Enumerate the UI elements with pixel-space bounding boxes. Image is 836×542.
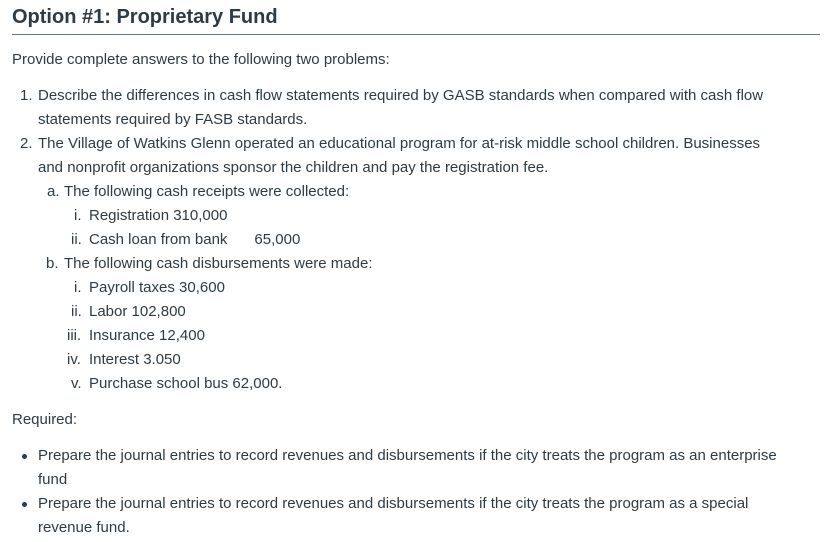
page-title: Option #1: Proprietary Fund: [12, 6, 278, 28]
required-text-line: Prepare the journal entries to record revenues and disbursements if the city treats the program as an enterprise: [38, 447, 777, 464]
intro-text: Provide complete answers to the following two problems:: [12, 51, 390, 68]
problem-marker: 1.: [20, 87, 33, 104]
list-item-marker: iv.: [67, 351, 81, 368]
list-item-marker: ii.: [71, 303, 82, 320]
bullet-icon: [22, 454, 27, 459]
list-item-marker: i.: [74, 207, 82, 224]
required-text-line: Prepare the journal entries to record revenues and disbursements if the city treats the program as a special: [38, 495, 749, 512]
list-item: Insurance 12,400: [89, 327, 205, 344]
list-item-marker: v.: [71, 375, 82, 392]
list-item-marker: i.: [74, 279, 82, 296]
problem-text-line: The Village of Watkins Glenn operated an educational program for at-risk middle school children. Businesses: [38, 135, 761, 152]
list-item: [89, 230, 300, 250]
list-item: Interest 3.050: [89, 351, 181, 368]
list-item: Purchase school bus 62,000.: [89, 375, 283, 392]
required-label: Required:: [12, 411, 78, 428]
subitem-text: The following cash receipts were collected:: [64, 183, 350, 200]
list-item-amount: 65,000: [254, 231, 301, 248]
list-item-marker: iii.: [67, 327, 82, 344]
subitem-text: The following cash disbursements were made:: [64, 255, 373, 272]
subitem-marker: a.: [47, 183, 60, 200]
subitem-marker: b.: [46, 255, 59, 272]
list-item: Registration 310,000: [89, 207, 228, 224]
required-text-line: fund: [38, 471, 68, 488]
required-text-line: revenue fund.: [38, 519, 130, 536]
problem-text-line: and nonprofit organizations sponsor the children and pay the registration fee.: [38, 159, 549, 176]
problem-text-line: statements required by FASB standards.: [38, 111, 308, 128]
list-item-marker: ii.: [71, 231, 82, 248]
title-divider: [12, 34, 820, 35]
problem-marker: 2.: [20, 135, 33, 152]
list-item: Labor 102,800: [89, 303, 186, 320]
list-item-label: Cash loan from bank: [89, 231, 228, 248]
list-item: Payroll taxes 30,600: [89, 279, 225, 296]
problem-text-line: Describe the differences in cash flow statements required by GASB standards when compared with cash flow: [38, 87, 764, 104]
bullet-icon: [22, 502, 27, 507]
